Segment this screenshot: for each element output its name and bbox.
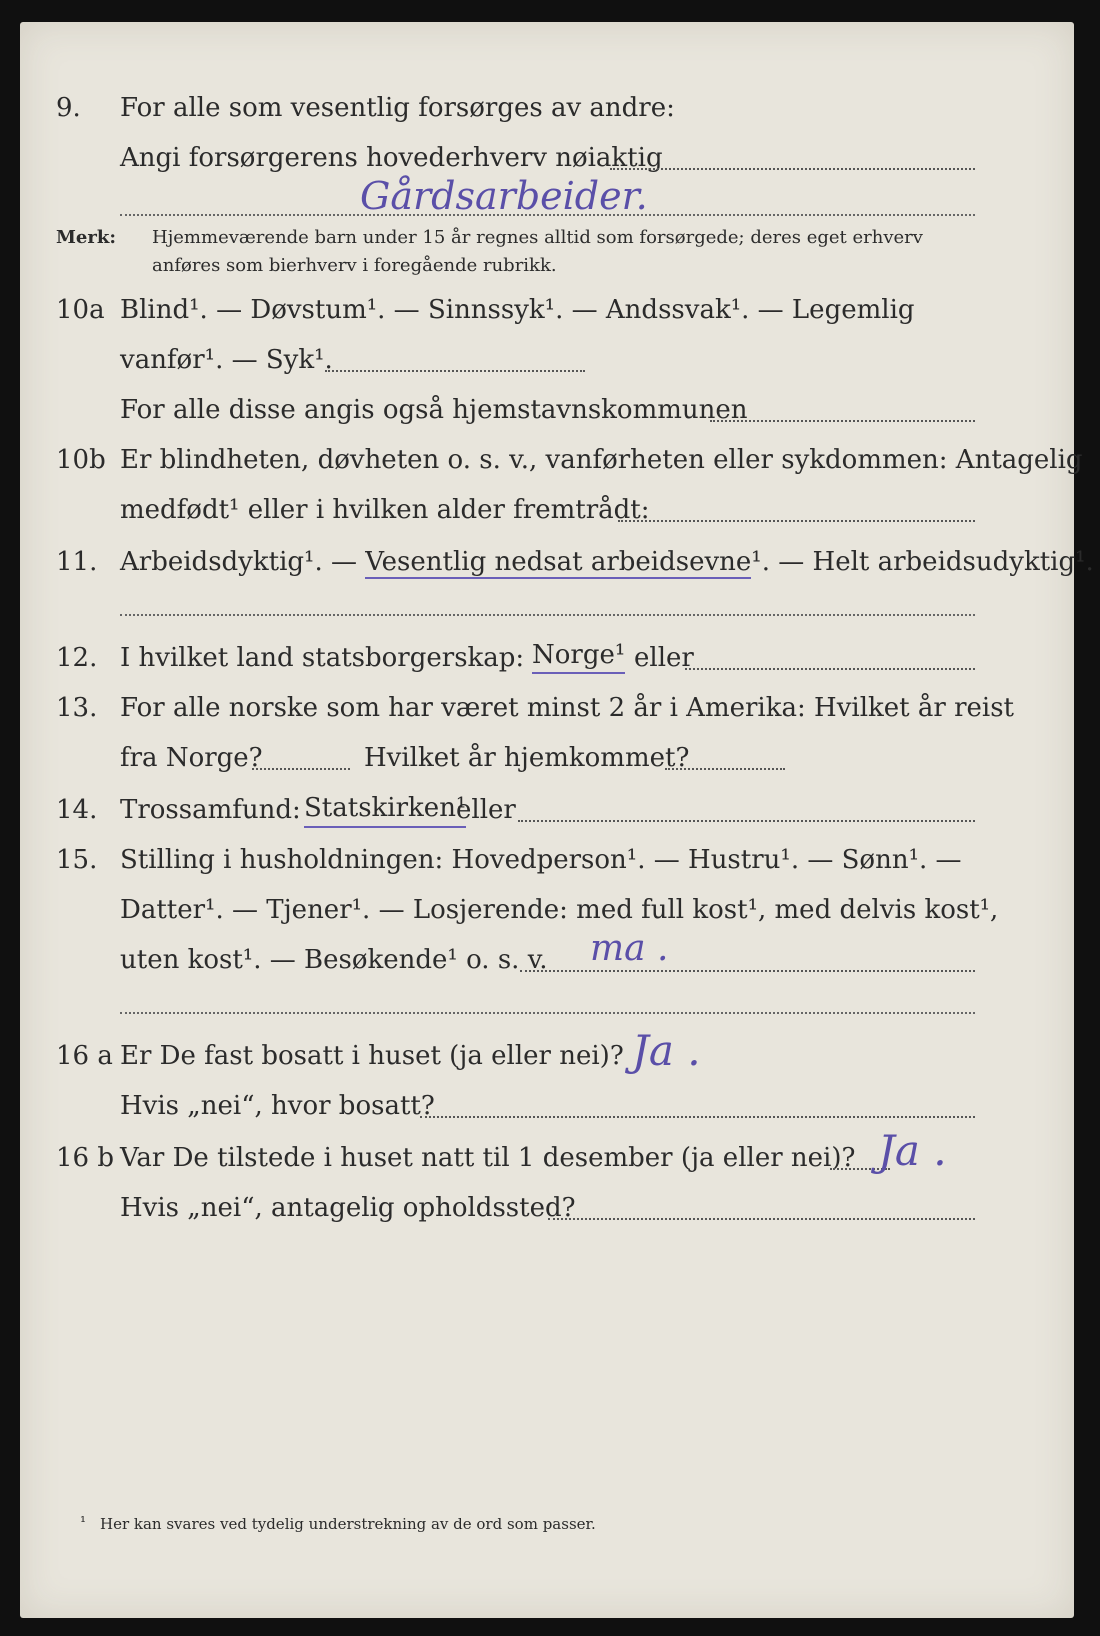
merk-line2: anføres som bierhverv i foregående rubrikk. <box>152 255 557 276</box>
q11-option-vesentlig-nedsat: Vesentlig nedsat arbeidsevne <box>365 547 752 577</box>
q14-number: 14. <box>56 795 98 825</box>
census-form-page <box>20 22 1094 1618</box>
q11-answer-line <box>120 614 975 616</box>
q11-option-arbeidsdyktig: Arbeidsdyktig¹. — <box>120 547 366 577</box>
q10b-line1: Er blindheten, døvheten o. s. v., vanførheten eller sykdommen: Antagelig <box>120 445 1083 475</box>
q16a-dotted-line <box>420 1116 975 1118</box>
q10a-number: 10a <box>56 295 105 325</box>
q13-number: 13. <box>56 693 98 723</box>
q9-number: 9. <box>56 93 81 123</box>
q9-dotted-line <box>610 168 975 170</box>
q13-line1: For alle norske som har været minst 2 år i Amerika: Hvilket år reist <box>120 693 1014 723</box>
q15-handwritten-answer: ma . <box>590 928 669 969</box>
q16a-row <box>20 1036 1074 1076</box>
q9-line1: For alle som vesentlig forsørges av andre: <box>120 93 675 123</box>
q11-text <box>120 542 1094 582</box>
q10a-line2: vanfør¹. — Syk¹. <box>120 345 333 375</box>
q15-dotted-line <box>520 970 975 972</box>
q10a-dotted-line-2 <box>710 420 975 422</box>
q14-question: Trossamfund: <box>120 795 301 825</box>
q15-answer-line <box>120 1012 975 1014</box>
q16b-line2: Hvis „nei“, antagelig opholdssted? <box>120 1193 576 1223</box>
q14-option-statskirken: Statskirken¹ <box>304 790 466 828</box>
q9-row-2 <box>20 138 1074 178</box>
q13-row <box>20 688 1074 728</box>
q15-line2: Datter¹. — Tjener¹. — Losjerende: med full kost¹, med delvis kost¹, <box>120 895 999 925</box>
merk-line1: Hjemmeværende barn under 15 år regnes alltid som forsørgede; deres eget erhverv <box>152 227 923 248</box>
q11-row <box>20 542 1094 582</box>
q10a-dotted-line <box>325 370 585 372</box>
q10a-line1: Blind¹. — Døvstum¹. — Sinnssyk¹. — Andssvak¹. — Legemlig <box>120 295 915 325</box>
q15-row <box>20 840 1074 880</box>
q14-eller: eller <box>456 795 516 825</box>
q13-row-2 <box>20 738 1074 778</box>
q16a-row-2 <box>20 1086 1074 1126</box>
q12-row <box>20 638 1074 678</box>
q15-number: 15. <box>56 845 98 875</box>
q9-row <box>20 88 1074 128</box>
q16b-handwritten-answer: Ja . <box>878 1126 947 1175</box>
q16a-line1: Er De fast bosatt i huset (ja eller nei)? <box>120 1041 624 1071</box>
q16b-line1: Var De tilstede i huset natt til 1 desember (ja eller nei)? <box>120 1143 856 1173</box>
q10a-line3: For alle disse angis også hjemstavnskommunen <box>120 395 748 425</box>
q13-dotted-line-1 <box>252 768 350 770</box>
q10a-row-2 <box>20 340 1074 380</box>
q11-number: 11. <box>56 547 98 577</box>
q14-dotted-line <box>518 820 975 822</box>
q16a-number: 16 a <box>56 1041 113 1071</box>
q15-line1: Stilling i husholdningen: Hovedperson¹. — Hustru¹. — Sønn¹. — <box>120 845 962 875</box>
q12-number: 12. <box>56 643 98 673</box>
q12-question: I hvilket land statsborgerskap: <box>120 643 525 673</box>
q11-option-helt-udyktig: ¹. — Helt arbeidsudyktig¹. <box>751 547 1094 577</box>
q10a-row-3 <box>20 390 1074 430</box>
q10b-number: 10b <box>56 445 106 475</box>
q9-line2: Angi forsørgerens hovederhverv nøiaktig <box>120 143 663 173</box>
q10a-row <box>20 290 1074 330</box>
q15-row-3 <box>20 940 1074 980</box>
q10b-dotted-line <box>618 520 975 522</box>
q13-dotted-line-2 <box>665 768 785 770</box>
q9-answer-line <box>120 214 975 216</box>
footnote-text: Her kan svares ved tydelig understrekning av de ord som passer. <box>100 1515 596 1533</box>
q13-line2b: Hvilket år hjemkommet? <box>364 743 690 773</box>
q13-line2a: fra Norge? <box>120 743 263 773</box>
q16b-row-2 <box>20 1188 1074 1228</box>
q15-line3: uten kost¹. — Besøkende¹ o. s. v. <box>120 945 548 975</box>
q14-row <box>20 790 1074 830</box>
q12-eller: eller <box>634 643 694 673</box>
q10b-line2: medfødt¹ eller i hvilken alder fremtrådt: <box>120 495 650 525</box>
q16b-number: 16 b <box>56 1143 114 1173</box>
q16a-line2: Hvis „nei“, hvor bosatt? <box>120 1091 435 1121</box>
q16a-handwritten-answer: Ja . <box>632 1026 701 1075</box>
q16b-dotted-line-2 <box>548 1218 975 1220</box>
q10b-row-2 <box>20 490 1074 530</box>
q12-option-norge: Norge¹ <box>532 638 625 674</box>
merk-label: Merk: <box>56 227 116 248</box>
q10b-row <box>20 440 1083 480</box>
footnote-mark: ¹ <box>80 1513 87 1531</box>
q15-row-2 <box>20 890 1074 930</box>
q12-dotted-line <box>685 668 975 670</box>
q9-handwritten-answer: Gårdsarbeider. <box>360 174 648 218</box>
